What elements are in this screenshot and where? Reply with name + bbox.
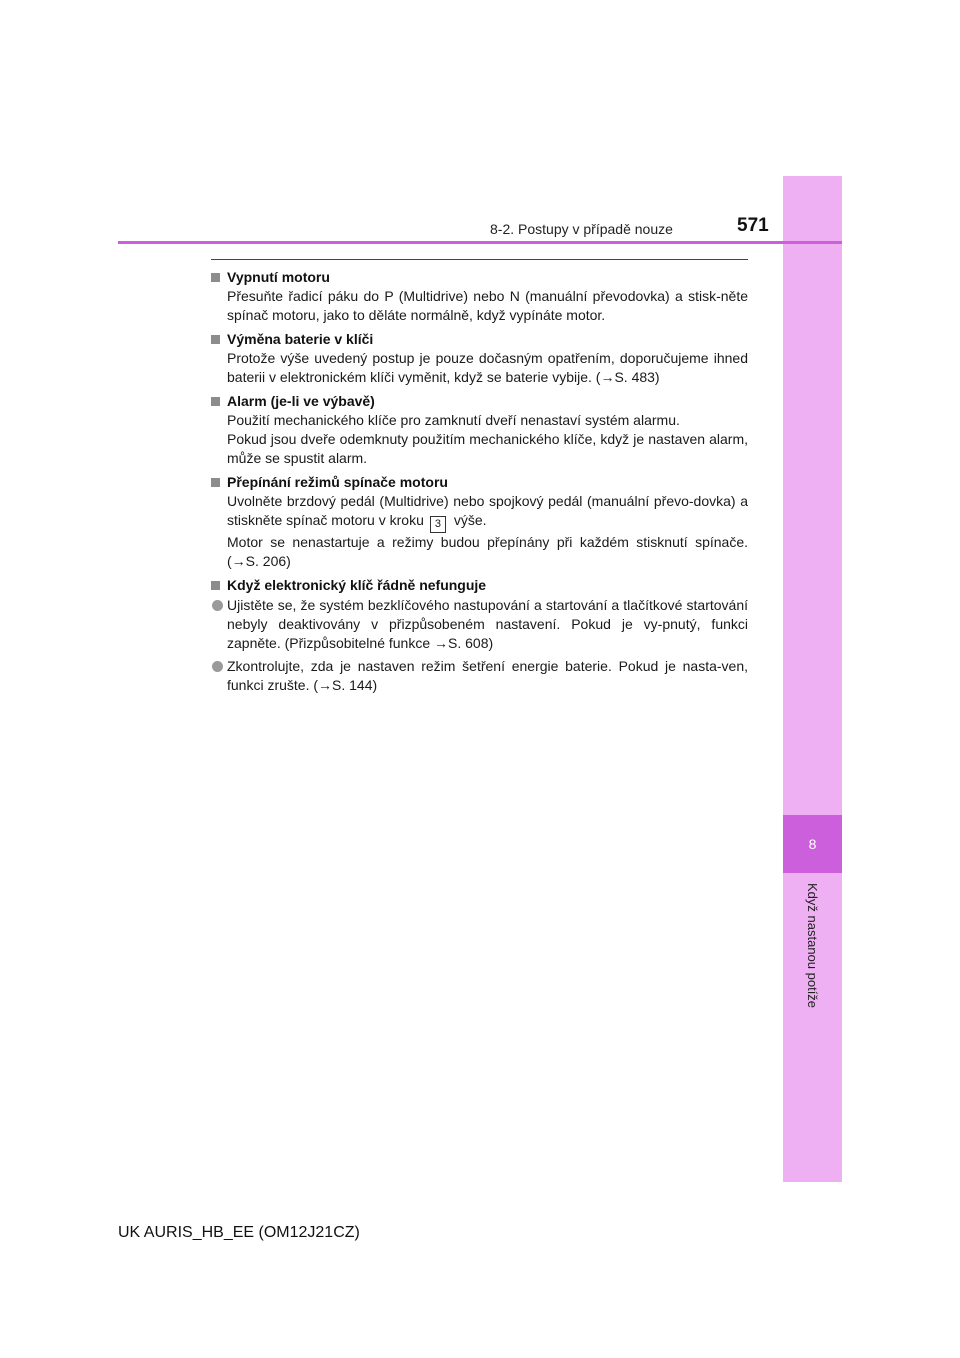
step-number-box: 3 [430,516,446,533]
list-item [211,657,748,695]
item-title [211,268,748,287]
item-body-text: výše. [453,512,487,528]
item-switch-modes [211,473,748,571]
item-title-text: Vypnutí motoru [227,269,330,285]
item-body [211,492,748,533]
item-body-line: Použití mechanického klíče pro zamknutí dveří nenastaví systém alarmu. [227,412,680,428]
item-key-not-working [211,576,748,695]
list-item [211,596,748,653]
item-title [211,330,748,349]
bullet-list [211,596,748,695]
chapter-title: Když nastanou potíže [805,883,820,1009]
item-title-text: Výměna baterie v klíči [227,331,374,347]
item-body: Protože výše uvedený postup je pouze dočasným opatřením, doporučujeme ihned baterii v elektronickém klíči vyměnit, když se baterie vybije. (→S. 483) [227,350,748,385]
item-engine-off [211,268,748,325]
document-code: UK AURIS_HB_EE (OM12J21CZ) [118,1224,360,1241]
item-title [211,473,748,492]
chapter-title-vertical [783,883,842,1043]
list-item-text: Zkontrolujte, zda je nastaven režim šetření energie baterie. Pokud je nasta-ven, funkci zrušte. (→S. 144) [227,658,748,693]
circle-bullet-icon [212,600,223,611]
content-area [211,259,748,700]
square-bullet-icon [211,273,220,282]
item-title [211,392,748,411]
section-title: 8-2. Postupy v případě nouze [490,221,673,237]
item-title-text: Alarm (je-li ve výbavě) [227,393,375,409]
item-body-line: Pokud jsou dveře odemknuty použitím mechanického klíče, když je nastaven alarm, může se spustit alarm. [227,431,748,466]
circle-bullet-icon [212,661,223,672]
square-bullet-icon [211,335,220,344]
chapter-number: 8 [808,836,817,852]
item-body-line: Motor se nenastartuje a režimy budou přepínány při každém stisknutí spínače. (→S. 206) [227,534,748,569]
list-item-text: Ujistěte se, že systém bezklíčového nastupování a startování a tlačítkové startování nebyly deaktivovány v přizpůsobeném nastavení. Pokud je vy-pnutý, funkci zapněte. (Přizpůsobitelné funkce →S. 608) [227,597,748,651]
item-title-text: Přepínání režimů spínače motoru [227,474,448,490]
item-title-text: Když elektronický klíč řádně nefunguje [227,577,487,593]
item-title [211,576,748,595]
square-bullet-icon [211,397,220,406]
item-alarm [211,392,748,468]
square-bullet-icon [211,478,220,487]
item-key-battery [211,330,748,387]
item-body: Přesuňte řadicí páku do P (Multidrive) nebo N (manuální převodovka) a stisk-něte spínač motoru, jako to děláte normálně, když vypínáte motor. [227,288,748,323]
header-rule [118,241,842,244]
page-number: 571 [737,215,769,236]
item-body-text: Uvolněte brzdový pedál (Multidrive) nebo spojkový pedál (manuální převo-dovka) a stiskněte spínač motoru v kroku [227,493,748,528]
square-bullet-icon [211,581,220,590]
